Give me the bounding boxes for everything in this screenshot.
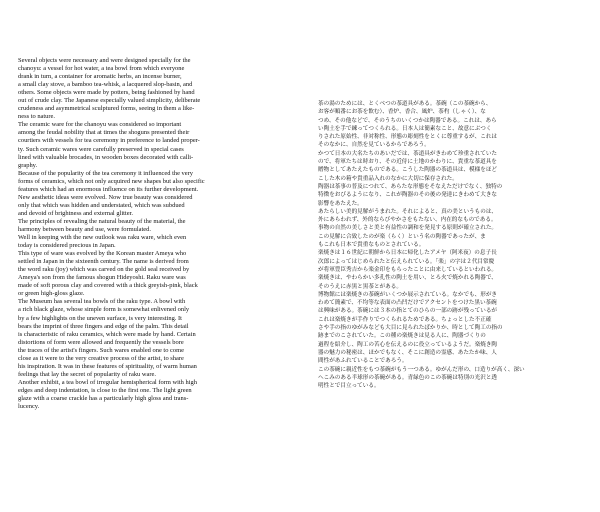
english-text-line: This type of ware was evolved by the Korean master Ameya who bbox=[18, 250, 187, 258]
english-text-line: drank in turn, a container for aromatic herbs, an incense burner, bbox=[18, 73, 182, 81]
japanese-text-line: 楽焼きは１６世紀に朝鮮から日本に帰化したアメヤ（阿米夜）の息子長 bbox=[318, 250, 497, 257]
english-text-line: and devoid of brightness and external glitter. bbox=[18, 209, 133, 217]
japanese-text-line: 楽焼きは、やわらかい多孔性の陶土を用い、とろ火で焼かれる陶器で、 bbox=[318, 275, 497, 282]
english-text-line: Because of the popularity of the tea ceremony it influenced the very bbox=[18, 169, 193, 177]
japanese-text-line: 間性があふれていることであろう。 bbox=[318, 358, 408, 365]
english-text-line: feelings that lay the secret of popularity of raku ware. bbox=[18, 370, 156, 378]
japanese-text-line: 特徴をおびるようになり、これが陶器のその後の発達にきわめて大きな bbox=[318, 192, 498, 199]
japanese-text-line: 次郎によってはじめられたと伝えられている。「楽」の字は２代目常慶 bbox=[318, 258, 495, 265]
japanese-text-column bbox=[318, 100, 590, 390]
japanese-text-line: 外にあらわれず、外的ならびやかさをもたない、内在的なものである。 bbox=[318, 217, 497, 224]
english-text-line: Well in keeping with the new outlook was raku ware, which even bbox=[18, 234, 187, 242]
japanese-text-line: 影響をあたえた。 bbox=[318, 200, 363, 207]
japanese-text-line: そのうえに赤黒と黒茶とがある。 bbox=[318, 283, 402, 290]
english-text-line: features which had an enormous influence on its further development. bbox=[18, 185, 199, 193]
japanese-text-line: 陶器は茶事の普及につれて、あらたな形態をそなえただけでなく、独特の bbox=[318, 183, 503, 190]
english-text-line: harmony between beauty and use, were formulated. bbox=[18, 225, 151, 233]
english-text-line: ty. Such ceramic wares were carefully preserved in special cases bbox=[18, 145, 184, 153]
english-text-line: lucency. bbox=[18, 403, 40, 411]
japanese-text-line: わめて簡素で、不均等な表面の凸凹だけでアクセントをつけた黒い茶碗 bbox=[318, 300, 497, 307]
english-text-line: Another exhibit, a tea bowl of irregular hemispherical form with high bbox=[18, 378, 197, 386]
english-text-line: made of soft porous clay and covered with a thick greyish-pink, black bbox=[18, 282, 198, 290]
japanese-text-line: へこみのある半球形の茶碗がある。青緑色のこの茶碗は特別の光沢と透 bbox=[318, 374, 498, 381]
japanese-text-line: お客が順番にお茶を飲む）、香炉、香合、風炉、茶杓（しゃく）、な bbox=[318, 109, 486, 116]
japanese-text-line: は興味がある。茶碗には３本の指とてのひらの一部の跡が残っているが bbox=[318, 308, 498, 315]
japanese-text-line: が将軍豊臣秀吉から楽金印をもらったことに由来しているといわれる。 bbox=[318, 266, 498, 273]
japanese-text-line: 過程を紹介し、陶工の苦心を伝えるのに役立っているようだ。楽焼き陶 bbox=[318, 341, 498, 348]
english-text-line: the traces of the artist's fingers. Such wares enabled one to come bbox=[18, 346, 184, 354]
english-text-line: The Museum has several tea bowls of the raku type. A bowl with bbox=[18, 298, 186, 306]
english-text-line: the word raku (joy) which was carved on the gold seal received by bbox=[18, 266, 190, 274]
english-text-line: close as it were to the very creative process of the artist, to share bbox=[18, 354, 184, 362]
japanese-text-line: この茶碗に親近性をもつ茶碗がもう一つある。ゆがんだ形の、口造りが高く、深い bbox=[318, 366, 525, 373]
japanese-text-line: こした木の箱や貴重品入れのなかに大切に保存された。 bbox=[318, 175, 458, 182]
english-text-line: Ameya's son from the famous shogun Hideyoshi. Raku ware was bbox=[18, 274, 186, 282]
english-text-line: distortions of form were allowed and frequently the vessels bore bbox=[18, 338, 184, 346]
english-text-line: his inspiration. It was in these features of spirituality, of warm human bbox=[18, 362, 197, 370]
japanese-text-line: 跡までのこされていた。この種の楽焼きは見る人に、陶器づくりの bbox=[318, 333, 486, 340]
english-text-line: among the feudal nobility that at times the shoguns presented their bbox=[18, 129, 190, 137]
english-text-line: The ceramic ware for the chanoyu was considered so important bbox=[18, 121, 182, 129]
english-text-line: crudeness and asymmetrical sculptured forms, seeing in them a like- bbox=[18, 105, 195, 113]
japanese-text-line: 博物館には楽焼きの茶碗がいくつか展示されている。なかでも、形がき bbox=[318, 291, 498, 298]
japanese-text-line: ので、将軍たちは時おり、その近侍に土地のかわりに、貴重な茶道具を bbox=[318, 159, 497, 166]
japanese-text-line: りされた原始性、非対称性、形態の彫刻性をとくに尊重するが、これは bbox=[318, 134, 498, 141]
english-text-line: by a few highlights on the uneven surface, is very interesting. It bbox=[18, 314, 182, 322]
english-text-line: lined with valuable brocades, in wooden boxes decorated with calli- bbox=[18, 153, 194, 161]
japanese-text-line: 贈物としてあたえたものである。こうした陶器の茶道具は、模様をほど bbox=[318, 167, 498, 174]
japanese-text-line: この見解に合致したのが楽（らく）という名の陶器であったが、ま bbox=[318, 233, 486, 240]
japanese-text-line: もこれも日本で貴重なものとされている。 bbox=[318, 242, 425, 249]
english-text-line: The principles of revealing the natural beauty of the material, the bbox=[18, 217, 186, 225]
japanese-text-line: これは楽焼きが手作りでつくられるためである。ちょっとした不正確 bbox=[318, 316, 492, 323]
english-text-column bbox=[18, 57, 274, 411]
english-text-line: out of crude clay. The Japanese especially valued simplicity, deliberate bbox=[18, 97, 201, 105]
english-text-line: settled in Japan in the sixteenth century. The name is derived from bbox=[18, 258, 189, 266]
japanese-text-line: 器の魅力の秘密は、ほかでもなく、そこに創造の霊感、あたたか味、人 bbox=[318, 349, 497, 356]
english-text-line: edges and deep indentation, is close to the first one. The light green bbox=[18, 386, 192, 394]
english-text-line: is characteristic of raku ceramics, which were made by hand. Certain bbox=[18, 330, 196, 338]
japanese-text-line: そのなかに、自然を見ているからであろう。 bbox=[318, 142, 430, 149]
english-text-line: a rich black glaze, whose simple form is somewhat enlivened only bbox=[18, 306, 190, 314]
english-text-line: forms of ceramics, which not only acquired new shapes but also specific bbox=[18, 177, 205, 185]
english-text-line: Several objects were necessary and were designed specially for the bbox=[18, 57, 191, 64]
english-text-line: New aesthetic ideas were evolved. Now true beauty was considered bbox=[18, 193, 193, 201]
english-text-line: only that which was hidden and understated, which was subdued bbox=[18, 201, 185, 209]
english-text-line: or green high-gloss glaze. bbox=[18, 290, 85, 298]
japanese-text-line: 明性とで目立っている。 bbox=[318, 383, 380, 390]
japanese-text-line: い陶土を手で練ってつくられる。日本人は簡素なこと、故意にぶつく bbox=[318, 125, 492, 132]
english-text-line: courtiers with vessels for tea ceremony in preference to landed proper- bbox=[18, 137, 200, 145]
english-text-line: others. Some objects were made by potters, being fashioned by hand bbox=[18, 89, 195, 97]
japanese-text-line: 茶の湯のためには、とくべつの茶道具がある。茶碗（この茶碗から、 bbox=[318, 101, 492, 107]
english-text-line: glaze with a coarse crackle has a particularly high gloss and trans- bbox=[18, 394, 189, 402]
english-text-line: a small clay stove, a bamboo tea-whisk, a lacquered slop-basin, and bbox=[18, 81, 193, 89]
japanese-text-line: あたらしい美的見解がうまれた。それによると、真の美というものは、 bbox=[318, 208, 498, 215]
english-text-line: bears the imprint of three fingers and edge of the palm. This detail bbox=[18, 322, 189, 330]
english-text-line: graphy. bbox=[18, 161, 38, 169]
japanese-text-line: さや手の指のゆがみなども大目に見られたばかりか、時として陶工の指の bbox=[318, 325, 503, 332]
japanese-text-line: つめ、その他などで、そのうちのいくつかは陶器である。これは、あら bbox=[318, 117, 497, 124]
japanese-text-line: 事物の自然の美しさと美と有益性の調和を発見する原則が確立された。 bbox=[318, 225, 498, 232]
english-text-line: ness to nature. bbox=[18, 113, 56, 121]
english-text-line: today is considered precious in Japan. bbox=[18, 242, 116, 250]
english-text-line: chanoyu: a vessel for hot water, a tea bowl from which everyone bbox=[18, 65, 185, 73]
japanese-text-line: かつて日本の大名たちのあいだでは、茶道具がきわめて珍重されていた bbox=[318, 150, 498, 157]
